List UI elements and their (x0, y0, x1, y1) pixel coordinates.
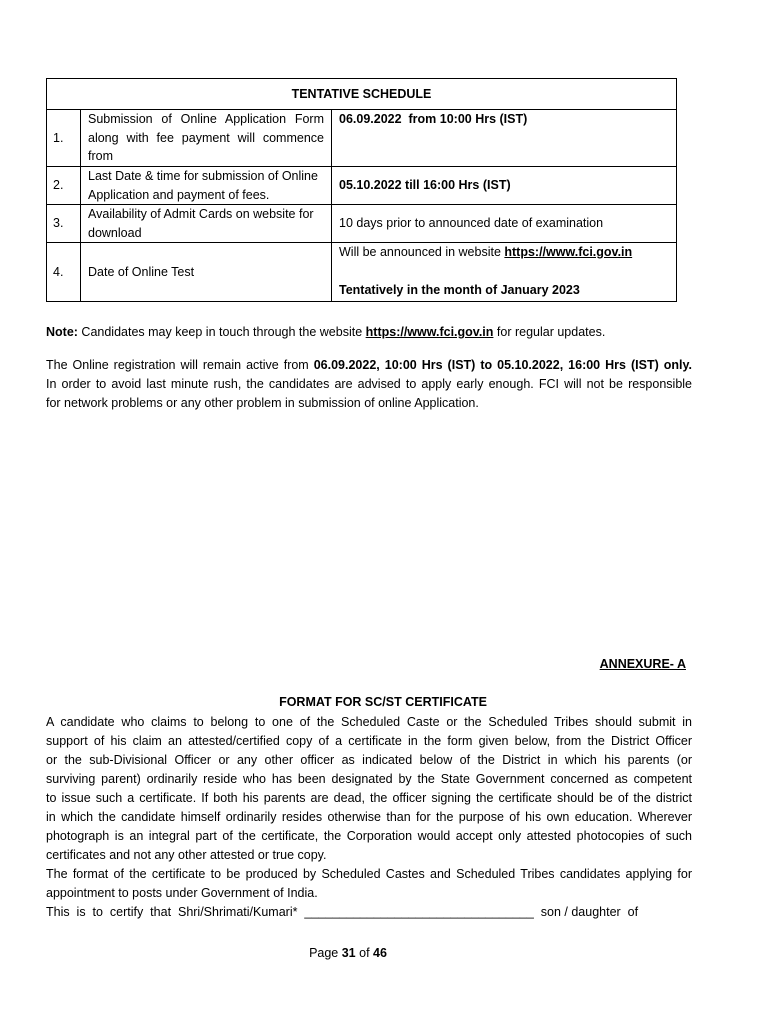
registration-line (46, 356, 692, 375)
schedule-title: TENTATIVE SCHEDULE (47, 79, 677, 110)
row-value: 06.09.2022 from 10:00 Hrs (IST) (332, 110, 677, 167)
page-total: 46 (373, 946, 387, 960)
schedule-header-row (47, 79, 677, 110)
annexure-paragraph-1 (46, 713, 692, 922)
row-description: Availability of Admit Cards on website for download (81, 205, 332, 243)
paragraph-line: The format of the certificate to be produced by Scheduled Castes and Scheduled Tribes candidates applying for (46, 867, 692, 881)
certify-text-after: son / daughter of (533, 905, 639, 919)
paragraph-line: A candidate who claims to belong to one of the Scheduled Caste or the Scheduled Tribes should submit in (46, 715, 692, 729)
row-number: 4. (47, 243, 81, 302)
certify-line (46, 903, 692, 922)
schedule-row-4 (47, 243, 677, 302)
tentative-schedule-table (46, 78, 677, 302)
certify-text: This is to certify that Shri/Shrimati/Kumari* (46, 905, 305, 919)
paragraph-line: photograph is an integral part of the certificate, the Corporation would accept only attested photocopies of such (46, 829, 692, 843)
paragraph-line: in which the candidate himself ordinarily resides otherwise than for the purpose of his own education. Wherever (46, 810, 692, 824)
certificate-heading: FORMAT FOR SC/ST CERTIFICATE (279, 695, 487, 709)
row-value: 10 days prior to announced date of examination (332, 205, 677, 243)
row-number: 1. (47, 110, 81, 167)
page-footer (0, 946, 696, 960)
test-month: Tentatively in the month of January 2023 (339, 282, 580, 297)
paragraph-line: appointment to posts under Government of India. (46, 886, 318, 900)
schedule-row-2 (47, 167, 677, 205)
row-description: Submission of Online Application Form along with fee payment will commence from (81, 110, 332, 167)
name-blank: _________________________________ (304, 905, 534, 919)
row-number: 2. (47, 167, 81, 205)
paragraph-line: to issue such a certificate. If both his parents are dead, the officer signing the certificate should be of the district (46, 791, 692, 805)
registration-line: for network problems or any other problem in submission of online Application. (46, 396, 479, 410)
note-text-before: Candidates may keep in touch through the website (77, 325, 366, 339)
registration-dates: 06.09.2022, 10:00 Hrs (IST) to 05.10.2022, 16:00 Hrs (IST) only. (313, 358, 692, 372)
row-value: 05.10.2022 till 16:00 Hrs (IST) (332, 167, 677, 205)
paragraph-line: certificates and not any other attested or true copy. (46, 848, 327, 862)
page-word: Page (309, 946, 342, 960)
note-paragraph (46, 323, 692, 342)
row-description: Last Date & time for submission of Online Application and payment of fees. (81, 167, 332, 205)
schedule-row-3 (47, 205, 677, 243)
row-number: 3. (47, 205, 81, 243)
paragraph-line: support of his claim an attested/certified copy of a certificate in the form given below, from the District Officer (46, 734, 692, 748)
note-label: Note: (46, 325, 78, 339)
registration-line: In order to avoid last minute rush, the candidates are advised to apply early enough. FCI will not be responsible (46, 377, 692, 391)
registration-text: The Online registration will remain active from (46, 358, 314, 372)
paragraph-line: surviving parent) ordinarily reside who has been designated by the State Government concerned as competent (46, 772, 692, 786)
of-word: of (355, 946, 374, 960)
page-number: 31 (341, 946, 356, 960)
annexure-label: ANNEXURE- A (599, 657, 686, 671)
note-text-after: for regular updates. (493, 325, 606, 339)
paragraph-line: or the sub-Divisional Officer or any other officer as indicated below of the District in which his parents (or (46, 753, 692, 767)
note-website-link[interactable]: https://www.fci.gov.in (365, 325, 494, 339)
schedule-row-1 (47, 110, 677, 167)
row-description: Date of Online Test (81, 243, 332, 302)
fci-website-link[interactable]: https://www.fci.gov.in (504, 245, 633, 259)
value-prefix: Will be announced in website (339, 245, 505, 259)
registration-paragraph (46, 356, 692, 413)
row-value (332, 243, 677, 302)
